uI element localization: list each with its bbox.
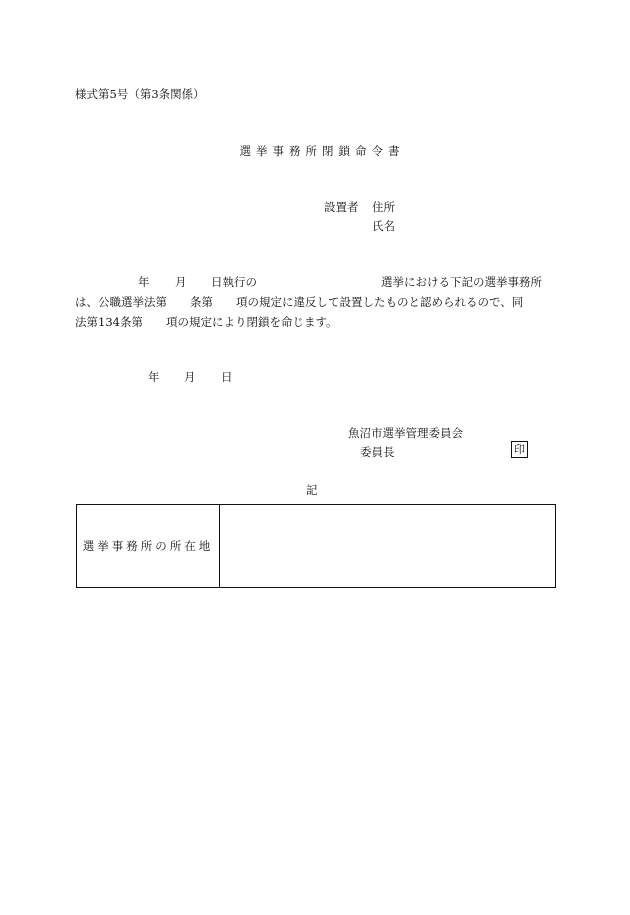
body-year-label: 年 — [138, 275, 150, 289]
issue-date — [148, 369, 268, 385]
body-line-3: 法第134条第 項の規定により閉鎖を命じます。 — [75, 315, 338, 329]
body-day-exec-label: 日執行の — [211, 275, 257, 289]
installer-label: 設置者 — [324, 200, 359, 214]
issue-date-year: 年 — [148, 370, 160, 384]
body-line-2: は、公職選挙法第 条第 項の規定に違反して設置したものと認められるので、同 — [75, 295, 524, 309]
seal-mark: 印 — [511, 441, 528, 458]
issue-date-month: 月 — [184, 370, 196, 384]
document-title: 選挙事務所閉鎖命令書 — [239, 144, 405, 158]
address-label: 住所 — [372, 200, 395, 214]
committee-name: 魚沼市選挙管理委員会 — [348, 426, 463, 440]
body-month-label: 月 — [175, 275, 187, 289]
chair-label: 委員長 — [360, 445, 395, 459]
record-heading: 記 — [306, 483, 318, 497]
body-line-1 — [75, 274, 555, 290]
body-election-text: 選挙における下記の選挙事務所 — [381, 275, 542, 289]
location-value[interactable] — [220, 505, 555, 587]
form-number: 様式第5号（第3条関係） — [75, 87, 205, 101]
location-label: 選挙事務所の所在地 — [77, 505, 220, 587]
name-label: 氏名 — [372, 219, 395, 233]
issue-date-day: 日 — [221, 370, 233, 384]
location-table — [76, 504, 556, 588]
